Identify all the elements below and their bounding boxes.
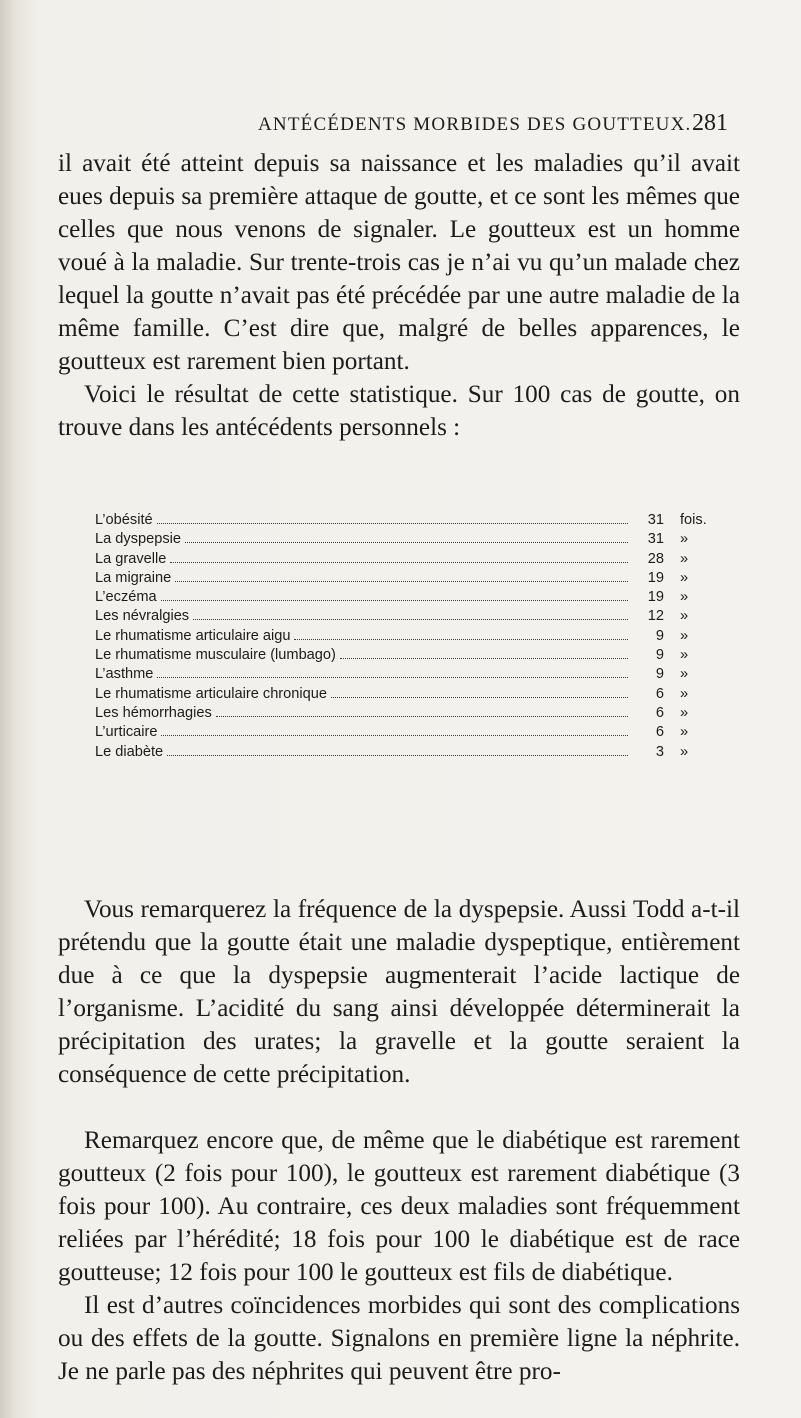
stat-unit: » xyxy=(680,550,689,567)
stat-row xyxy=(95,742,730,761)
stat-row xyxy=(95,510,730,529)
stat-label: La gravelle xyxy=(95,550,167,567)
stat-row xyxy=(95,529,730,548)
stat-label: La migraine xyxy=(95,569,172,586)
stat-count: 12 xyxy=(647,608,664,625)
stat-unit: » xyxy=(680,724,689,741)
stat-count: 31 xyxy=(647,512,664,528)
stat-row xyxy=(95,684,730,703)
stat-count: 31 xyxy=(647,531,664,548)
stat-label: L’urticaire xyxy=(95,724,158,741)
stat-unit: » xyxy=(680,608,689,625)
dot-leader xyxy=(167,742,628,756)
stat-label: Le rhumatisme articulaire chronique xyxy=(95,685,327,702)
page-header xyxy=(258,110,728,140)
stat-label: L’eczéma xyxy=(95,589,157,606)
stat-unit: » xyxy=(680,569,689,586)
running-title: ANTÉCÉDENTS MORBIDES DES GOUTTEUX. xyxy=(258,114,692,135)
stat-count: 9 xyxy=(655,647,664,664)
paragraph-dyspepsia: Vous remarquerez la fréquence de la dyspepsie. Aussi Todd a-t-il prétendu que la goutte était une maladie dyspeptique, entièrement due à ce que la dyspepsie augmenterait l’acide lactique de l’organisme. L’acidité du sang ainsi développée déterminerait la précipitation des urates; la gravelle et la goutte seraient la conséquence de cette précipitation. xyxy=(58,896,740,1088)
stat-row xyxy=(95,703,730,722)
dot-leader xyxy=(193,606,628,620)
stat-row xyxy=(95,549,730,568)
dot-leader xyxy=(161,722,628,736)
stat-label: L’asthme xyxy=(95,666,154,683)
stat-label: Le diabète xyxy=(95,743,164,760)
dot-leader xyxy=(161,587,628,601)
stat-label: Les hémorrhagies xyxy=(95,704,212,721)
stat-row xyxy=(95,722,730,741)
stat-row xyxy=(95,645,730,664)
stat-count: 9 xyxy=(655,627,664,644)
dot-leader xyxy=(185,529,628,543)
stat-label: La dyspepsie xyxy=(95,531,182,548)
stat-label: L’obésité xyxy=(95,512,153,528)
stat-row xyxy=(95,626,730,645)
stat-count: 6 xyxy=(655,704,664,721)
stat-label: Le rhumatisme musculaire (lumbago) xyxy=(95,647,336,664)
stat-count: 28 xyxy=(647,550,664,567)
stat-count: 6 xyxy=(655,685,664,702)
paragraph-diabetes: Remarquez encore que, de même que le diabétique est rarement goutteux (2 fois pour 100), le goutteux est rarement diabétique (3 fois pour 100). Au contraire, ces deux maladies sont fréquemment reliées par l’hérédité; 18 fois pour 100 le diabétique est de race goutteuse; 12 fois pour 100 le goutteux est fils de diabétique. xyxy=(58,1127,740,1286)
stat-unit: » xyxy=(680,704,689,721)
dot-leader xyxy=(170,549,628,563)
paragraph-complications: Il est d’autres coïncidences morbides qui sont des complications ou des effets de la goutte. Signalons en première ligne la néphrite. Je ne parle pas des néphrites qui peuvent être pro- xyxy=(58,1292,740,1385)
dot-leader xyxy=(216,703,628,717)
stat-row xyxy=(95,606,730,625)
stat-unit: » xyxy=(680,647,689,664)
stat-count: 6 xyxy=(655,724,664,741)
dot-leader xyxy=(340,645,628,659)
stat-unit: » xyxy=(680,743,689,760)
stat-unit: » xyxy=(680,685,689,702)
stat-row xyxy=(95,664,730,683)
stat-unit: » xyxy=(680,531,689,548)
statistics-table xyxy=(95,510,730,761)
stat-count: 3 xyxy=(655,743,664,760)
stat-unit: fois. xyxy=(680,512,707,528)
page-number: 281 xyxy=(692,110,728,136)
stat-unit: » xyxy=(680,589,689,606)
stat-unit: » xyxy=(680,666,689,683)
paragraph-continuation: il avait été atteint depuis sa naissance et les maladies qu’il avait eues depuis sa première attaque de goutte, et ce sont les mêmes que celles que nous venons de signaler. Le goutteux est un homme voué à la maladie. Sur trente-trois cas je n’ai vu qu’un malade chez lequel la goutte n’avait pas été précédée par une autre maladie de la même famille. C’est dire que, malgré de belles apparences, le goutteux est rarement bien portant. xyxy=(58,150,740,375)
dot-leader xyxy=(294,626,628,640)
stat-label: Le rhumatisme articulaire aigu xyxy=(95,627,291,644)
stat-count: 19 xyxy=(647,589,664,606)
stat-count: 9 xyxy=(655,666,664,683)
stat-count: 19 xyxy=(647,569,664,586)
dot-leader xyxy=(157,664,628,678)
stat-row xyxy=(95,568,730,587)
paragraph-statistics-intro: Voici le résultat de cette statistique. Sur 100 cas de goutte, on trouve dans les antécédents personnels : xyxy=(58,381,740,441)
dot-leader xyxy=(331,684,628,698)
stat-row xyxy=(95,587,730,606)
stat-label: Les névralgies xyxy=(95,608,190,625)
dot-leader xyxy=(157,510,628,524)
stat-unit: » xyxy=(680,627,689,644)
dot-leader xyxy=(175,568,628,582)
